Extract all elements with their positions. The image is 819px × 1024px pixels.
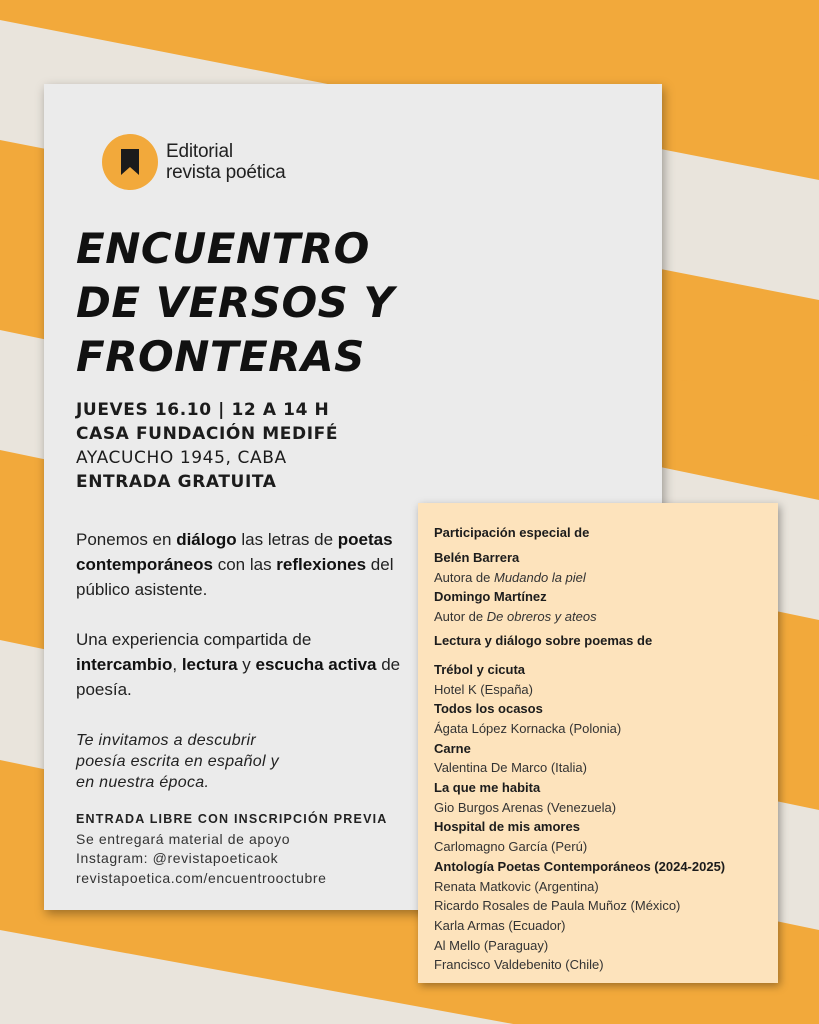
emphasis: lectura <box>181 655 238 674</box>
work-title: Antología Poetas Contemporáneos (2024-2025) <box>434 858 726 874</box>
emphasis: intercambio <box>76 655 173 674</box>
description-paragraph-1 <box>76 527 416 602</box>
emphasis: diálogo <box>176 530 237 549</box>
registration-note: ENTRADA LIBRE CON INSCRIPCIÓN PREVIA <box>76 812 388 826</box>
work-title: Hospital de mis amores <box>434 819 580 835</box>
logo-badge <box>102 134 158 190</box>
reading-heading: Lectura y diálogo sobre poemas de <box>434 632 653 648</box>
guest-name: Belén Barrera <box>434 550 520 565</box>
emphasis: escucha activa <box>255 655 377 674</box>
work-title: Mudando la piel <box>494 569 586 585</box>
text: , <box>172 655 182 674</box>
instagram-handle[interactable]: Instagram: @revistapoeticaok <box>76 850 279 866</box>
brand-line-2: revista poética <box>166 162 286 183</box>
work-author: Hotel K (España) <box>434 681 533 697</box>
event-date-time: JUEVES 16.10 | 12 A 14 H <box>76 400 330 420</box>
work-author: Al Mello (Paraguay) <box>434 937 549 953</box>
program-panel <box>418 503 778 983</box>
program-list <box>434 523 770 975</box>
emphasis: reflexiones <box>276 555 367 574</box>
role-text: Autora de <box>434 569 494 585</box>
website-link[interactable]: revistapoetica.com/encuentrooctubre <box>76 869 327 886</box>
work-title: Todos los ocasos <box>434 701 543 717</box>
text: con las <box>212 555 277 574</box>
special-heading: Participación especial de <box>434 525 590 540</box>
work-author: Valentina De Marco (Italia) <box>434 760 587 776</box>
guest-role <box>434 607 770 627</box>
work-author: Gio Burgos Arenas (Venezuela) <box>434 799 617 815</box>
work-author: Francisco Valdebenito (Chile) <box>434 957 604 973</box>
work-title: Carne <box>434 740 471 756</box>
work-author: Ágata López Kornacka (Polonia) <box>434 720 622 736</box>
text: y <box>237 655 256 674</box>
event-title <box>76 222 394 384</box>
footer-info <box>76 810 388 888</box>
text: Una experiencia compartida de <box>76 630 312 649</box>
event-entry: ENTRADA GRATUITA <box>76 472 277 492</box>
work-author: Karla Armas (Ecuador) <box>434 917 566 933</box>
text: las letras de <box>236 530 338 549</box>
brand-line-1: Editorial <box>166 141 233 162</box>
work-title: De obreros y ateos <box>486 609 597 625</box>
work-title: Trébol y cicuta <box>434 661 526 677</box>
title-line: DE VERSOS Y <box>76 278 395 327</box>
work-author: Renata Matkovic (Argentina) <box>434 878 599 894</box>
text: de poesía. <box>76 655 401 699</box>
event-details <box>76 398 338 494</box>
guest-role <box>434 568 770 588</box>
guest-name: Domingo Martínez <box>434 589 547 605</box>
title-line: FRONTERAS <box>76 332 365 381</box>
emphasis: poetas contemporáneos <box>76 530 393 574</box>
text: del público asistente. <box>76 555 394 599</box>
title-line: ENCUENTRO <box>76 224 370 273</box>
event-address: AYACUCHO 1945, CABA <box>76 448 287 468</box>
work-author: Carlomagno García (Perú) <box>434 839 588 855</box>
work-title: La que me habita <box>434 780 541 796</box>
invite-line: Te invitamos a descubrir <box>76 732 257 749</box>
material-note: Se entregará material de apoyo <box>76 830 291 847</box>
brand-logo <box>102 134 286 190</box>
brand-name <box>166 141 286 183</box>
invitation-text <box>76 730 279 793</box>
invite-line: poesía escrita en español y <box>76 753 279 770</box>
bookmark-icon <box>119 148 141 176</box>
work-author: Ricardo Rosales de Paula Muñoz (México) <box>434 898 681 914</box>
text: Ponemos en <box>76 530 177 549</box>
event-venue: CASA FUNDACIÓN MEDIFÉ <box>76 424 339 444</box>
description-paragraph-2 <box>76 627 416 702</box>
invite-line: en nuestra época. <box>76 774 210 791</box>
role-text: Autor de <box>434 609 487 625</box>
